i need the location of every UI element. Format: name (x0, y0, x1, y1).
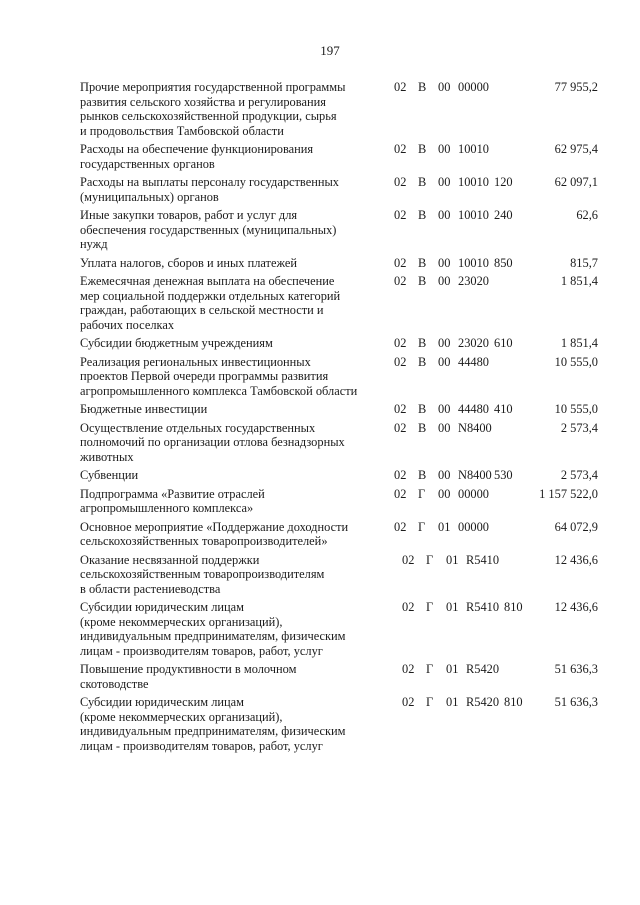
budget-code-part: 01 (446, 662, 459, 676)
budget-code-part: 44480 (458, 354, 489, 369)
budget-code-part: 01 (446, 600, 459, 614)
table-row (80, 487, 620, 516)
budget-code-part: Г (418, 486, 426, 501)
budget-code-part: 00 (438, 274, 451, 288)
expense-type-code: 120 (494, 175, 513, 189)
budget-code-part: 02 (394, 402, 407, 416)
budget-code (394, 355, 510, 370)
budget-code-part: 02 (394, 175, 407, 189)
table-row (80, 142, 620, 171)
expense-name: Повышение продуктивности в молочном скотоводстве (80, 662, 297, 691)
expense-name: Расходы на выплаты персоналу государственных (муниципальных) органов (80, 175, 339, 204)
amount: 62,6 (576, 208, 598, 222)
budget-code-part: 02 (394, 486, 407, 501)
budget-code-part: 02 (402, 662, 415, 676)
budget-code (394, 402, 510, 417)
budget-code-part: 23020 (458, 274, 489, 288)
table-row (80, 274, 620, 332)
table-row (80, 402, 620, 417)
budget-code (394, 336, 510, 351)
expense-name: Ежемесячная денежная выплата на обеспечение мер социальной поддержки отдельных категорий граждан, работающих в сельской местности и рабочих поселках (80, 274, 341, 332)
amount: 2 573,4 (560, 468, 598, 482)
budget-code-part: R5420 (466, 695, 500, 709)
budget-code (394, 520, 510, 535)
budget-code (394, 487, 510, 502)
budget-code-part: R5420 (466, 662, 500, 676)
table-row (80, 662, 620, 691)
budget-code (402, 553, 518, 568)
budget-code (394, 142, 510, 157)
expense-type-code: 530 (494, 468, 513, 482)
budget-code-part: 02 (394, 354, 407, 369)
table-row (80, 80, 620, 138)
expense-name: Подпрограмма «Развитие отраслей агропромышленного комплекса» (80, 486, 265, 515)
budget-table (80, 80, 620, 757)
budget-code-part: Г (418, 519, 426, 534)
budget-code-part: R5410 (466, 552, 500, 567)
budget-code-part: В (418, 336, 427, 350)
budget-code-part: 02 (394, 468, 407, 482)
expense-type-code: 410 (494, 402, 513, 416)
budget-code-part: 00 (438, 354, 451, 369)
amount: 64 072,9 (554, 519, 598, 534)
table-row (80, 175, 620, 204)
table-row (80, 695, 620, 753)
budget-code-part: Г (426, 695, 434, 709)
table-row (80, 256, 620, 271)
budget-code-part: 10010 (458, 208, 489, 222)
budget-code (394, 468, 510, 483)
expense-name: Оказание несвязанной поддержки сельскохозяйственным товаропроизводителям в области растениеводства (80, 552, 325, 596)
table-row (80, 355, 620, 399)
amount: 62 975,4 (554, 142, 598, 156)
budget-code-part: В (418, 354, 427, 369)
expense-name: Расходы на обеспечение функционирования государственных органов (80, 142, 314, 171)
budget-code-part: 01 (438, 519, 451, 534)
budget-code-part: 00 (438, 175, 451, 189)
budget-code-part: 02 (402, 600, 415, 614)
budget-code-part: R5410 (466, 600, 500, 614)
amount: 51 636,3 (554, 662, 598, 676)
budget-code (394, 256, 510, 271)
budget-code-part: 00 (438, 402, 451, 416)
budget-code-part: 02 (394, 274, 407, 288)
budget-code-part: В (418, 255, 427, 270)
amount: 51 636,3 (554, 695, 598, 709)
budget-code-part: В (418, 402, 427, 416)
budget-code-part: N8400 (458, 468, 492, 482)
expense-name: Осуществление отдельных государственных полномочий по организации отлова безнадзорных животных (80, 420, 345, 464)
expense-type-code: 610 (494, 336, 513, 350)
budget-code-part: 00 (438, 208, 451, 222)
budget-code (402, 662, 518, 677)
budget-code-part: 01 (446, 552, 459, 567)
table-row (80, 553, 620, 597)
expense-type-code: 810 (504, 695, 523, 709)
budget-code (402, 600, 518, 615)
budget-code-part: 02 (394, 255, 407, 270)
budget-code-part: В (418, 80, 427, 94)
budget-code (402, 695, 518, 710)
amount: 12 436,6 (554, 552, 598, 567)
expense-name: Бюджетные инвестиции (80, 402, 208, 416)
budget-code-part: 00000 (458, 80, 489, 94)
expense-type-code: 850 (494, 255, 513, 270)
expense-name: Субсидии юридическим лицам (кроме некоммерческих организаций), индивидуальным предпринимателям, физическим лицам - производителям товаров, работ, услуг (80, 600, 346, 658)
table-row (80, 520, 620, 549)
expense-name: Субсидии юридическим лицам (кроме некоммерческих организаций), индивидуальным предпринимателям, физическим лицам - производителям товаров, работ, услуг (80, 695, 346, 753)
budget-code-part: 00 (438, 486, 451, 501)
budget-code-part: 00 (438, 468, 451, 482)
budget-code-part: 10010 (458, 175, 489, 189)
budget-code-part: В (418, 274, 427, 288)
budget-code (394, 175, 510, 190)
budget-code-part: 02 (394, 519, 407, 534)
budget-code-part: 02 (394, 420, 407, 435)
expense-name: Иные закупки товаров, работ и услуг для обеспечения государственных (муниципальных) нужд (80, 208, 337, 251)
amount: 10 555,0 (554, 402, 598, 416)
budget-code-part: В (418, 468, 427, 482)
amount: 12 436,6 (554, 600, 598, 614)
amount: 77 955,2 (554, 80, 598, 94)
amount: 2 573,4 (560, 420, 598, 435)
budget-code-part: Г (426, 662, 434, 676)
budget-code-part: 00 (438, 336, 451, 350)
table-row (80, 208, 620, 252)
budget-code (394, 80, 510, 95)
budget-code-part: В (418, 208, 427, 222)
expense-name: Субсидии бюджетным учреждениям (80, 336, 273, 350)
amount: 1 851,4 (560, 336, 598, 350)
table-row (80, 421, 620, 465)
amount: 10 555,0 (554, 354, 598, 369)
budget-code-part: В (418, 142, 427, 156)
budget-code-part: Г (426, 600, 434, 614)
budget-code-part: 02 (394, 336, 407, 350)
amount: 1 851,4 (560, 274, 598, 288)
budget-code-part: 02 (402, 695, 415, 709)
amount: 62 097,1 (554, 175, 598, 189)
expense-name: Реализация региональных инвестиционных проектов Первой очереди программы развития агропромышленного комплекса Тамбовской области (80, 354, 358, 398)
expense-type-code: 240 (494, 208, 513, 222)
budget-code-part: Г (426, 552, 434, 567)
budget-code-part: 00000 (458, 486, 489, 501)
table-row (80, 600, 620, 658)
budget-code-part: 00 (438, 142, 451, 156)
budget-code-part: 10010 (458, 255, 489, 270)
budget-code-part: 02 (402, 552, 415, 567)
expense-name: Прочие мероприятия государственной программы развития сельского хозяйства и регулирования рынков сельскохозяйственной продукции, сырья и продовольствия Тамбовской области (80, 80, 346, 138)
table-row (80, 468, 620, 483)
budget-code-part: 02 (394, 142, 407, 156)
page-number: 197 (320, 43, 340, 58)
amount: 1 157 522,0 (539, 486, 598, 501)
budget-code-part: В (418, 420, 427, 435)
budget-code-part: 00000 (458, 519, 489, 534)
table-row (80, 336, 620, 351)
expense-name: Субвенции (80, 468, 139, 482)
budget-code-part: 00 (438, 420, 451, 435)
budget-code-part: 02 (394, 80, 407, 94)
expense-type-code: 810 (504, 600, 523, 614)
budget-code (394, 274, 510, 289)
budget-code-part: В (418, 175, 427, 189)
budget-code-part: 10010 (458, 142, 489, 156)
budget-code-part: 00 (438, 80, 451, 94)
expense-name: Основное мероприятие «Поддержание доходности сельскохозяйственных товаропроизводителей» (80, 519, 349, 548)
budget-code (394, 208, 510, 223)
budget-code-part: 02 (394, 208, 407, 222)
amount: 815,7 (570, 255, 598, 270)
budget-code-part: 44480 (458, 402, 489, 416)
budget-code-part: 23020 (458, 336, 489, 350)
expense-name: Уплата налогов, сборов и иных платежей (80, 255, 298, 270)
budget-code-part: N8400 (458, 420, 492, 435)
budget-code-part: 01 (446, 695, 459, 709)
budget-code-part: 00 (438, 255, 451, 270)
budget-code (394, 421, 510, 436)
